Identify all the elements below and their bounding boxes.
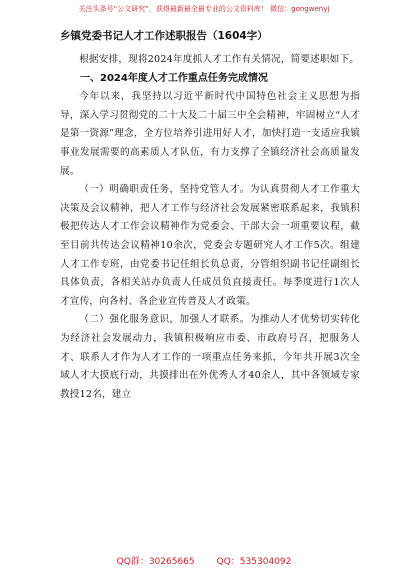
document-page xyxy=(60,28,360,404)
body-paragraph: 今年以来，我坚持以习近平新时代中国特色社会主义思想为指导，深入学习贯彻党的二十大及二十届三中全会精神，牢固树立“人才是第一资源”理念，全方位培养引进用好人才，加快打造一支适应我镇事业发展需要的高素质人才队伍，有力支撑了全镇经济社会高质量发展。 xyxy=(60,91,360,177)
intro-paragraph: 根据安排，现将2024年度抓人才工作有关情况，简要述职如下。 xyxy=(79,54,360,65)
section-heading: 一、2024年度人才工作重点任务完成情况 xyxy=(80,72,268,84)
promo-banner: 关注头条号“公文研究”，获得最新最全最专业的公文资料库！ 微信：gongwenyj xyxy=(78,5,330,13)
body-paragraph: （二）强化服务意识，加强人才联系。为推动人才优势切实转化为经济社会发展动力，我镇积极响应市委、市政府号召，把服务人才、联系人才作为人才工作的一项重点任务来抓，今年共开展3次全域人才大摸底行动，共摸排出在外优秀人才40余人，其中各领域专家教授12名，建立 xyxy=(60,314,360,400)
qq-number-text: QQ：535304092 xyxy=(216,557,292,567)
qq-group-text: QQ群：30265665 xyxy=(116,557,195,567)
contact-footer xyxy=(0,554,408,567)
document-title: 乡镇党委书记人才工作述职报告（1604字） xyxy=(60,30,268,42)
body-paragraph: （一）明确职责任务，坚持党管人才。为认真贯彻人才工作重大决策及会议精神，把人才工作与经济社会发展紧密联系起来，我镇积极把传达人才工作会议精神作为党委会、干部大会一项重要议程，截至目前共传达会议精神10余次，党委会专题研究人才工作5次。组建人才工作专班，由党委书记任组长负总责，分管组织副书记任副组长具体负责，各相关站办负责人任成员负直接责任。每季度进行1次人才宣传，向各村、各企业宣传普及人才政策。 xyxy=(60,184,360,307)
